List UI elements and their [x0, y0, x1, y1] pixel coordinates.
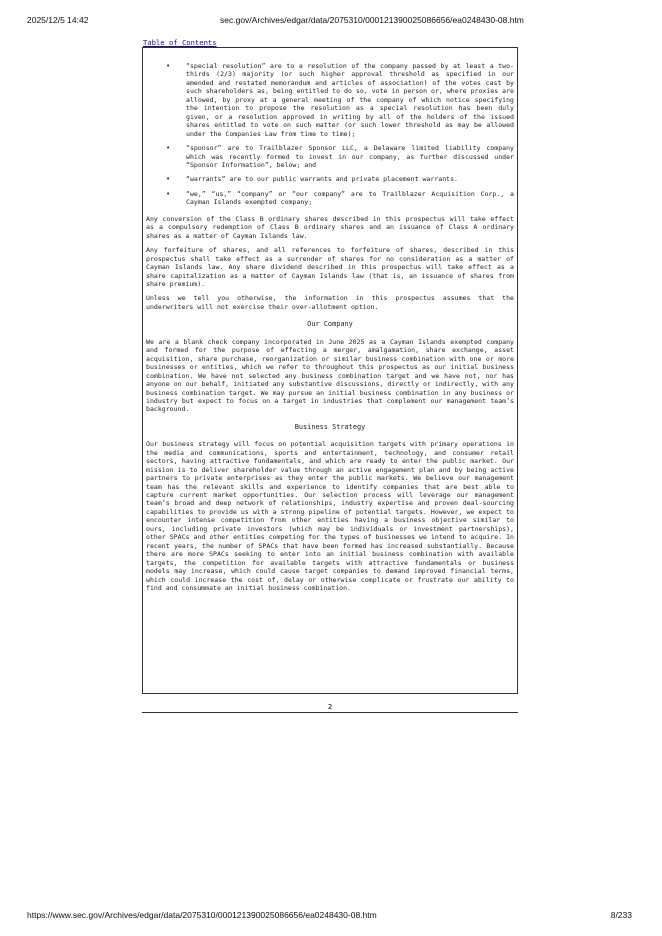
print-header [0, 15, 662, 27]
definition-bullet-warrants [146, 175, 514, 183]
print-footer [0, 910, 662, 922]
bullet-text: “we,” “us,” “company” or “our company” are to Trailblazer Acquisition Corp., a Cayman Islands exempted company; [186, 189, 514, 207]
section-heading-our-company: Our Company [307, 320, 353, 329]
paragraph-share-conversion: Any conversion of the Class B ordinary shares described in this prospectus will take effect as a compulsory redemption of Class B ordinary shares and an issuance of Class A ordinary shares as a matter of Cayman Islands law. [146, 214, 514, 240]
definition-bullet-special-resolution [146, 62, 514, 138]
paragraph-share-forfeiture: Any forfeiture of shares, and all references to forfeiture of shares, described in this prospectus shall take effect as a surrender of shares for no consideration as a matter of Cayman Islands law. Any share dividend described in this prospectus will take effect as a share capitalization as a matter of Cayman Islands law (that is, an issuance of shares from share premium). [146, 246, 514, 288]
bullet-text: “special resolution” are to a resolution of the company passed by at least a two-thirds (2/3) majority (or such higher approval threshold as specified in our amended and restated memorandum and articles of association) of the votes cast by such shareholders as, being entitled to do so, vote in person or, where proxies are allowed, by proxy at a general meeting of the company of which notice specifying the intention to propose the resolution as a special resolution has been duly given, or a resolution approved in writing by all of the holders of the issued shares entitled to vote on such matter (or such lower threshold as may be allowed under the Companies Law from time to time); [186, 62, 514, 138]
print-datetime: 2025/12/5 14:42 [27, 15, 89, 25]
paragraph-our-company: We are a blank check company incorporated in June 2025 as a Cayman Islands exempted company and formed for the purpose of effecting a merger, amalgamation, share exchange, asset acquisition, share purchase, reorganization or similar business combination with one or more businesses or entities, which we refer to throughout this prospectus as our initial business combination. We have not selected any business combination target and we have not, nor has anyone on our behalf, initiated any substantive discussions, directly or indirectly, with any business combination target. We may pursue an initial business combination in any business or industry but expect to focus on a target in industries that complement our management team’s background. [146, 337, 514, 414]
paragraph-business-strategy: Our business strategy will focus on potential acquisition targets with primary operations in the media and communications, sports and entertainment, technology, and consumer retail sectors, having attractive fundamentals, and which are ready to enter the public market. Our mission is to deliver shareholder value through an active engagement plan and by being active partners to private enterprises as they enter the public markets. We believe our management team has the relevant skills and experience to identify companies that are best able to capture current market opportunities. Our selection process will leverage our management team’s broad and deep network of relationships, industry expertise and proven deal-sourcing capabilities to provide us with a strong pipeline of potential targets. However, we expect to encounter intense competition from other entities having a business objective similar to ours, including private investors (which may be individuals or investment partnerships), other SPACs and other entities competing for the types of businesses we intend to acquire. In recent years, the number of SPACs that have been formed has increased substantially. Because there are more SPACs seeking to enter into an initial business combination with available targets, the competition for available targets with attractive fundamentals or business models may increase, which could cause target companies to demand improved financial terms, which could increase the cost of, delay or otherwise complicate or frustrate our ability to find and consummate an initial business combination. [146, 440, 514, 593]
paragraph-over-allotment: Unless we tell you otherwise, the information in this prospectus assumes that the underwriters will not exercise their over-allotment option. [146, 294, 514, 311]
definition-bullet-we-us [146, 190, 514, 207]
bullet-text: “sponsor” are to Trailblazer Sponsor LLC, a Delaware limited liability company which was recently formed to invest in our company, as further discussed under “Sponsor Information”, below; and [186, 144, 514, 169]
document-body [146, 62, 514, 598]
bullet-text: “warrants” are to our public warrants and private placement warrants. [186, 175, 458, 184]
table-of-contents-link[interactable]: Table of Contents [143, 38, 217, 47]
print-header-url: sec.gov/Archives/edgar/data/2075310/000121390025086656/ea0248430-08.htm [220, 15, 524, 25]
page-number: 2 [327, 702, 333, 711]
bullet-icon: • [166, 189, 171, 198]
section-heading-business-strategy: Business Strategy [294, 422, 366, 431]
bullet-icon: • [166, 62, 171, 70]
print-footer-url: https://www.sec.gov/Archives/edgar/data/2075310/000121390025086656/ea0248430-08.htm [27, 910, 377, 920]
page-divider [142, 712, 518, 713]
definition-bullet-sponsor [146, 144, 514, 169]
bullet-icon: • [166, 175, 171, 184]
document-page-box [142, 47, 518, 694]
print-page-counter: 8/233 [610, 910, 632, 920]
bullet-icon: • [166, 144, 171, 153]
